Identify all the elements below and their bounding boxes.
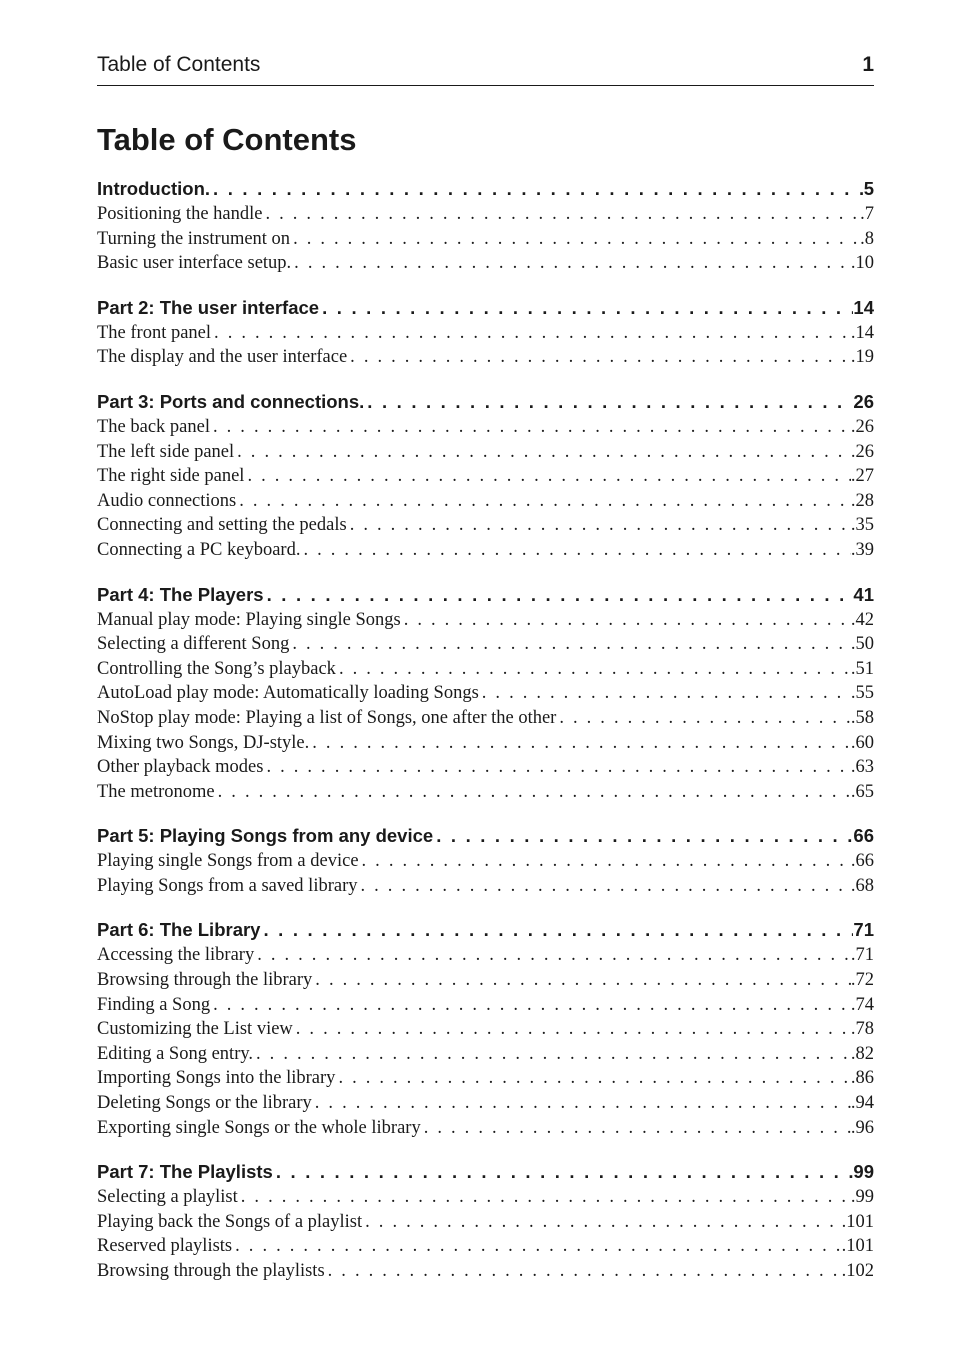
toc-entry[interactable]: [97, 1091, 874, 1116]
toc-entry-page-number: .78: [850, 1019, 874, 1040]
toc-entry-page-number: .94: [850, 1093, 874, 1114]
page-title: Table of Contents: [97, 122, 357, 157]
toc-entry-label: Importing Songs into the library: [97, 1068, 336, 1089]
toc-part-heading[interactable]: [97, 295, 874, 321]
toc-entry[interactable]: [97, 202, 874, 227]
toc-entry[interactable]: [97, 780, 874, 805]
toc-entry-page-number: .55: [850, 683, 874, 704]
dot-leader: [347, 345, 851, 370]
toc-entry-page-number: .14: [850, 322, 874, 343]
dot-leader: [273, 1159, 854, 1185]
dot-leader: [319, 295, 853, 321]
toc-entry-page-number: .66: [850, 851, 874, 872]
toc-entry[interactable]: [97, 538, 874, 563]
dot-leader: [289, 632, 851, 657]
toc-entry-page-number: .63: [850, 757, 874, 778]
toc-entry-page-number: .8: [860, 228, 874, 249]
dot-leader: [244, 464, 850, 489]
toc-part-heading-page-number: 66: [853, 825, 874, 847]
toc-entry[interactable]: [97, 993, 874, 1018]
toc-entry-page-number: .10: [850, 253, 874, 274]
table-of-contents: [97, 176, 874, 1303]
toc-entry[interactable]: [97, 251, 874, 276]
toc-entry-label: Editing a Song entry.: [97, 1043, 254, 1064]
toc-section: [97, 917, 874, 1140]
toc-entry[interactable]: [97, 1116, 874, 1141]
toc-entry-label: The front panel: [97, 322, 212, 343]
running-header: [97, 52, 874, 78]
toc-entry-label: Turning the instrument on: [97, 228, 291, 249]
running-header-title: Table of Contents: [97, 53, 261, 76]
toc-entry-page-number: .101: [841, 1236, 874, 1257]
toc-part-heading-page-number: 71: [853, 919, 874, 941]
toc-part-heading-label: Part 5: Playing Songs from any device: [97, 825, 434, 847]
toc-part-heading[interactable]: [97, 917, 874, 943]
dot-leader: [253, 1042, 851, 1067]
toc-entry[interactable]: [97, 1185, 874, 1210]
toc-entry-page-number: .58: [850, 707, 874, 728]
toc-part-heading[interactable]: [97, 1159, 874, 1185]
toc-entry-page-number: .86: [850, 1068, 874, 1089]
toc-entry-label: Customizing the List view: [97, 1019, 293, 1040]
toc-entry-page-number: .7: [860, 204, 874, 224]
toc-entry-label: Reserved playlists: [97, 1236, 233, 1257]
toc-entry-page-number: .68: [850, 875, 874, 896]
toc-entry[interactable]: [97, 464, 874, 489]
toc-entry-label: NoStop play mode: Playing a list of Songs, one after the other: [97, 707, 557, 728]
toc-entry-label: The right side panel: [97, 466, 245, 487]
toc-entry-label: AutoLoad play mode: Automatically loading Songs: [97, 683, 479, 704]
toc-entry-page-number: .82: [850, 1043, 874, 1064]
toc-entry-page-number: .72: [850, 970, 874, 991]
toc-part-heading-label: Part 7: The Playlists: [97, 1161, 273, 1183]
toc-part-heading-page-number: 41: [853, 583, 874, 605]
toc-entry-label: The left side panel: [97, 441, 235, 462]
toc-entry-page-number: .39: [850, 539, 874, 560]
toc-entry[interactable]: [97, 345, 874, 370]
dot-leader: [312, 968, 851, 993]
toc-part-heading[interactable]: [97, 823, 874, 849]
toc-entry-page-number: .74: [850, 994, 874, 1015]
toc-entry[interactable]: [97, 1017, 874, 1042]
toc-entry-page-number: .60: [850, 732, 874, 753]
toc-entry-page-number: .26: [850, 441, 874, 462]
dot-leader: [300, 538, 850, 563]
toc-part-heading-label: Part 6: The Library: [97, 919, 261, 941]
toc-section: [97, 1159, 874, 1283]
dot-leader: [263, 755, 850, 780]
toc-entry-label: Positioning the handle: [97, 204, 263, 224]
toc-entry-label: Playing Songs from a saved library: [97, 875, 358, 896]
toc-section: [97, 389, 874, 563]
dot-leader: [347, 513, 851, 538]
toc-entry[interactable]: [97, 1066, 874, 1091]
toc-entry-page-number: .99: [850, 1187, 874, 1208]
toc-entry-label: Connecting and setting the pedals: [97, 515, 347, 536]
header-divider: [97, 85, 874, 86]
dot-leader: [210, 415, 851, 440]
toc-part-heading-label: Part 3: Ports and connections.: [97, 390, 365, 412]
dot-leader: [291, 251, 851, 276]
dot-leader: [312, 1091, 851, 1116]
toc-section: [97, 176, 874, 276]
toc-entry-label: Connecting a PC keyboard.: [97, 539, 301, 560]
dot-leader: [364, 389, 853, 415]
dot-leader: [238, 1185, 851, 1210]
toc-entry-label: Exporting single Songs or the whole library: [97, 1117, 421, 1138]
dot-leader: [479, 681, 851, 706]
toc-entry[interactable]: [97, 755, 874, 780]
dot-leader: [401, 608, 851, 633]
toc-entry-label: Playing back the Songs of a playlist: [97, 1211, 363, 1232]
toc-part-heading[interactable]: [97, 582, 874, 608]
toc-entry[interactable]: [97, 731, 874, 756]
toc-entry[interactable]: [97, 608, 874, 633]
toc-entry[interactable]: [97, 1042, 874, 1067]
toc-entry-label: Selecting a playlist: [97, 1187, 238, 1208]
toc-entry-page-number: .71: [850, 945, 874, 966]
toc-entry[interactable]: [97, 632, 874, 657]
toc-entry-label: The metronome: [97, 781, 215, 802]
dot-leader: [264, 582, 854, 608]
dot-leader: [290, 227, 860, 252]
toc-entry-label: The back panel: [97, 416, 210, 437]
dot-leader: [556, 706, 851, 731]
toc-entry-label: Playing single Songs from a device: [97, 851, 359, 872]
toc-part-heading-page-number: 14: [853, 296, 874, 318]
dot-leader: [210, 176, 864, 202]
toc-entry-page-number: .101: [841, 1211, 874, 1232]
toc-entry[interactable]: [97, 415, 874, 440]
toc-section: [97, 582, 874, 805]
toc-entry-page-number: .50: [850, 634, 874, 655]
dot-leader: [210, 993, 851, 1018]
toc-part-heading-label: Part 4: The Players: [97, 583, 264, 605]
dot-leader: [236, 489, 851, 514]
toc-entry-label: Manual play mode: Playing single Songs: [97, 609, 401, 630]
toc-part-heading[interactable]: [97, 176, 874, 202]
dot-leader: [335, 1066, 850, 1091]
toc-entry-label: The display and the user interface: [97, 347, 348, 368]
dot-leader: [262, 202, 860, 227]
dot-leader: [421, 1116, 851, 1141]
toc-entry-label: Audio connections: [97, 490, 237, 511]
toc-entry[interactable]: [97, 227, 874, 252]
toc-entry-label: Finding a Song: [97, 994, 211, 1015]
toc-entry-label: Browsing through the playlists: [97, 1261, 325, 1281]
toc-entry-label: Deleting Songs or the library: [97, 1093, 312, 1114]
dot-leader: [336, 657, 851, 682]
toc-entry-label: Controlling the Song’s playback: [97, 658, 336, 679]
toc-section: [97, 823, 874, 898]
toc-entry-page-number: .96: [850, 1117, 874, 1138]
toc-entry-label: Other playback modes: [97, 757, 264, 778]
toc-part-heading-label: Introduction.: [97, 178, 211, 199]
toc-entry-page-number: .27: [850, 466, 874, 487]
toc-entry-page-number: .51: [850, 658, 874, 679]
toc-entry[interactable]: [97, 849, 874, 874]
toc-section: [97, 295, 874, 370]
toc-part-heading-page-number: 99: [853, 1161, 874, 1183]
toc-entry-page-number: .28: [850, 490, 874, 511]
toc-part-heading-page-number: 26: [853, 390, 874, 412]
toc-entry[interactable]: [97, 321, 874, 346]
dot-leader: [362, 1210, 841, 1235]
toc-entry[interactable]: [97, 968, 874, 993]
dot-leader: [359, 849, 851, 874]
dot-leader: [211, 321, 851, 346]
toc-entry-page-number: .26: [850, 416, 874, 437]
toc-entry[interactable]: [97, 440, 874, 465]
dot-leader: [260, 917, 853, 943]
toc-entry[interactable]: [97, 943, 874, 968]
toc-entry[interactable]: [97, 681, 874, 706]
toc-part-heading-page-number: 5: [863, 178, 874, 199]
toc-entry[interactable]: [97, 657, 874, 682]
toc-entry-label: Basic user interface setup.: [97, 253, 292, 274]
toc-entry[interactable]: [97, 706, 874, 731]
dot-leader: [309, 731, 851, 756]
toc-entry-label: Mixing two Songs, DJ-style.: [97, 732, 310, 753]
toc-entry-label: Selecting a different Song: [97, 634, 290, 655]
running-header-page-number: 1: [862, 53, 874, 76]
dot-leader: [293, 1017, 851, 1042]
toc-entry[interactable]: [97, 1210, 874, 1235]
toc-entry-page-number: .42: [850, 609, 874, 630]
toc-entry-page-number: .19: [850, 347, 874, 368]
toc-entry[interactable]: [97, 874, 874, 899]
dot-leader: [433, 823, 853, 849]
toc-part-heading-label: Part 2: The user interface: [97, 296, 320, 318]
dot-leader: [215, 780, 851, 805]
toc-entry-label: Accessing the library: [97, 945, 255, 966]
dot-leader: [234, 440, 851, 465]
dot-leader: [254, 943, 851, 968]
toc-entry[interactable]: [97, 1234, 874, 1259]
dot-leader: [232, 1234, 841, 1259]
toc-entry-page-number: .65: [850, 781, 874, 802]
toc-entry[interactable]: [97, 1259, 874, 1284]
toc-entry[interactable]: [97, 513, 874, 538]
toc-entry-page-number: .102: [841, 1261, 874, 1281]
dot-leader: [325, 1259, 842, 1284]
toc-entry-page-number: .35: [850, 515, 874, 536]
toc-entry-label: Browsing through the library: [97, 970, 313, 991]
toc-entry[interactable]: [97, 489, 874, 514]
toc-part-heading[interactable]: [97, 389, 874, 415]
dot-leader: [358, 874, 851, 899]
